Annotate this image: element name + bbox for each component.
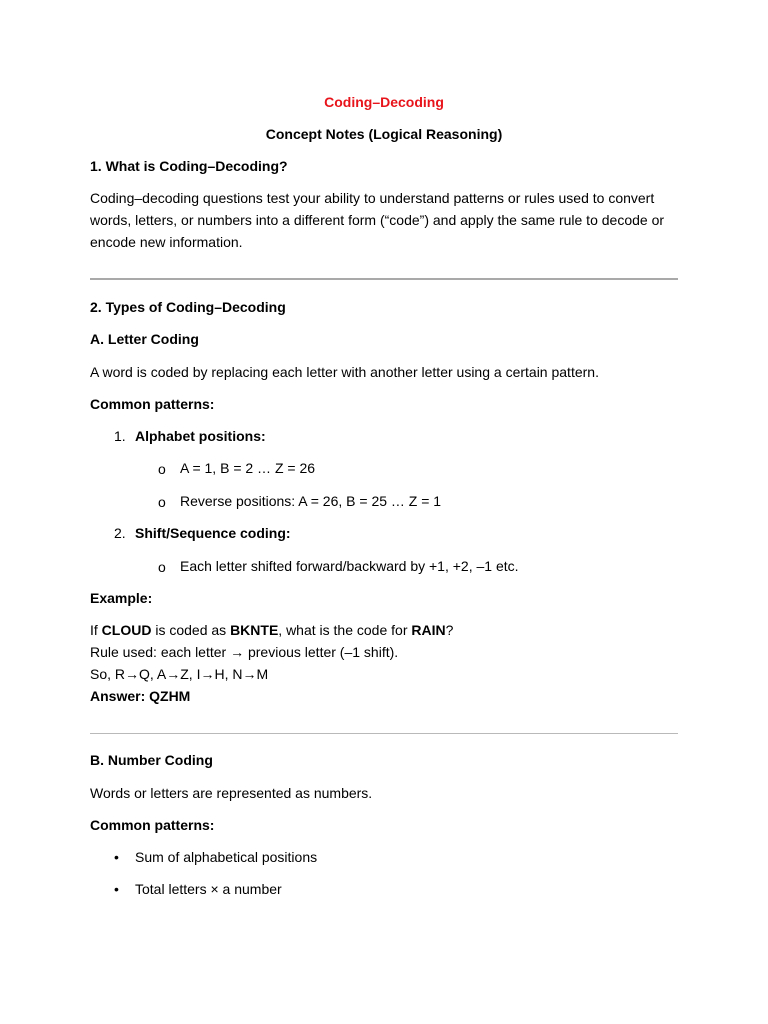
list-sub-item: A = 1, B = 2 … Z = 26 [180, 460, 316, 476]
example-question-mid: is coded as [151, 622, 231, 638]
example-question [90, 622, 453, 638]
list-item: Total letters × a number [135, 881, 282, 897]
sub-bullet-marker: o [158, 559, 166, 575]
example-code: BKNTE [230, 622, 279, 638]
section-1-heading: 1. What is Coding–Decoding? [90, 158, 288, 174]
sub-bullet-marker: o [158, 461, 166, 477]
list-number-1: 1. [114, 428, 126, 444]
example-rule: Rule used: each letter → previous letter (–1 shift). [90, 644, 399, 660]
number-coding-heading: B. Number Coding [90, 752, 213, 768]
list-sub-item: Reverse positions: A = 26, B = 25 … Z = 1 [180, 493, 442, 509]
alphabet-positions-label: Alphabet positions: [135, 428, 266, 444]
bullet-marker: • [114, 881, 119, 897]
list-item: Sum of alphabetical positions [135, 849, 318, 865]
example-question-if: If [90, 622, 102, 638]
document-title: Coding–Decoding [324, 94, 444, 110]
example-answer: Answer: QZHM [90, 688, 191, 704]
section-1-paragraph [90, 187, 680, 253]
example-mapping: So, R→Q, A→Z, I→H, N→M [90, 666, 269, 682]
number-coding-patterns-label: Common patterns: [90, 817, 215, 833]
section-1-paragraph-text: Coding–decoding questions test your ability to understand patterns or rules used to convert words, letters, or numbers into a different form (“code”) and apply the same rule to decode or encode new information. [90, 190, 665, 250]
shift-sequence-label: Shift/Sequence coding: [135, 525, 291, 541]
number-coding-description: Words or letters are represented as numbers. [90, 785, 373, 801]
section-divider [90, 278, 678, 280]
example-question-rest: , what is the code for [278, 622, 412, 638]
letter-coding-patterns-label: Common patterns: [90, 396, 215, 412]
section-divider [90, 733, 678, 734]
letter-coding-heading: A. Letter Coding [90, 331, 199, 347]
letter-coding-description: A word is coded by replacing each letter with another letter using a certain pattern. [90, 364, 599, 380]
example-word: CLOUD [101, 622, 152, 638]
list-number-2: 2. [114, 525, 126, 541]
sub-bullet-marker: o [158, 494, 166, 510]
document-subtitle: Concept Notes (Logical Reasoning) [265, 126, 503, 142]
bullet-marker: • [114, 849, 119, 865]
example-target: RAIN [411, 622, 446, 638]
example-label: Example: [90, 590, 153, 606]
list-sub-item: Each letter shifted forward/backward by +1, +2, –1 etc. [180, 558, 519, 574]
example-question-end: ? [445, 622, 454, 638]
section-2-heading: 2. Types of Coding–Decoding [90, 299, 286, 315]
